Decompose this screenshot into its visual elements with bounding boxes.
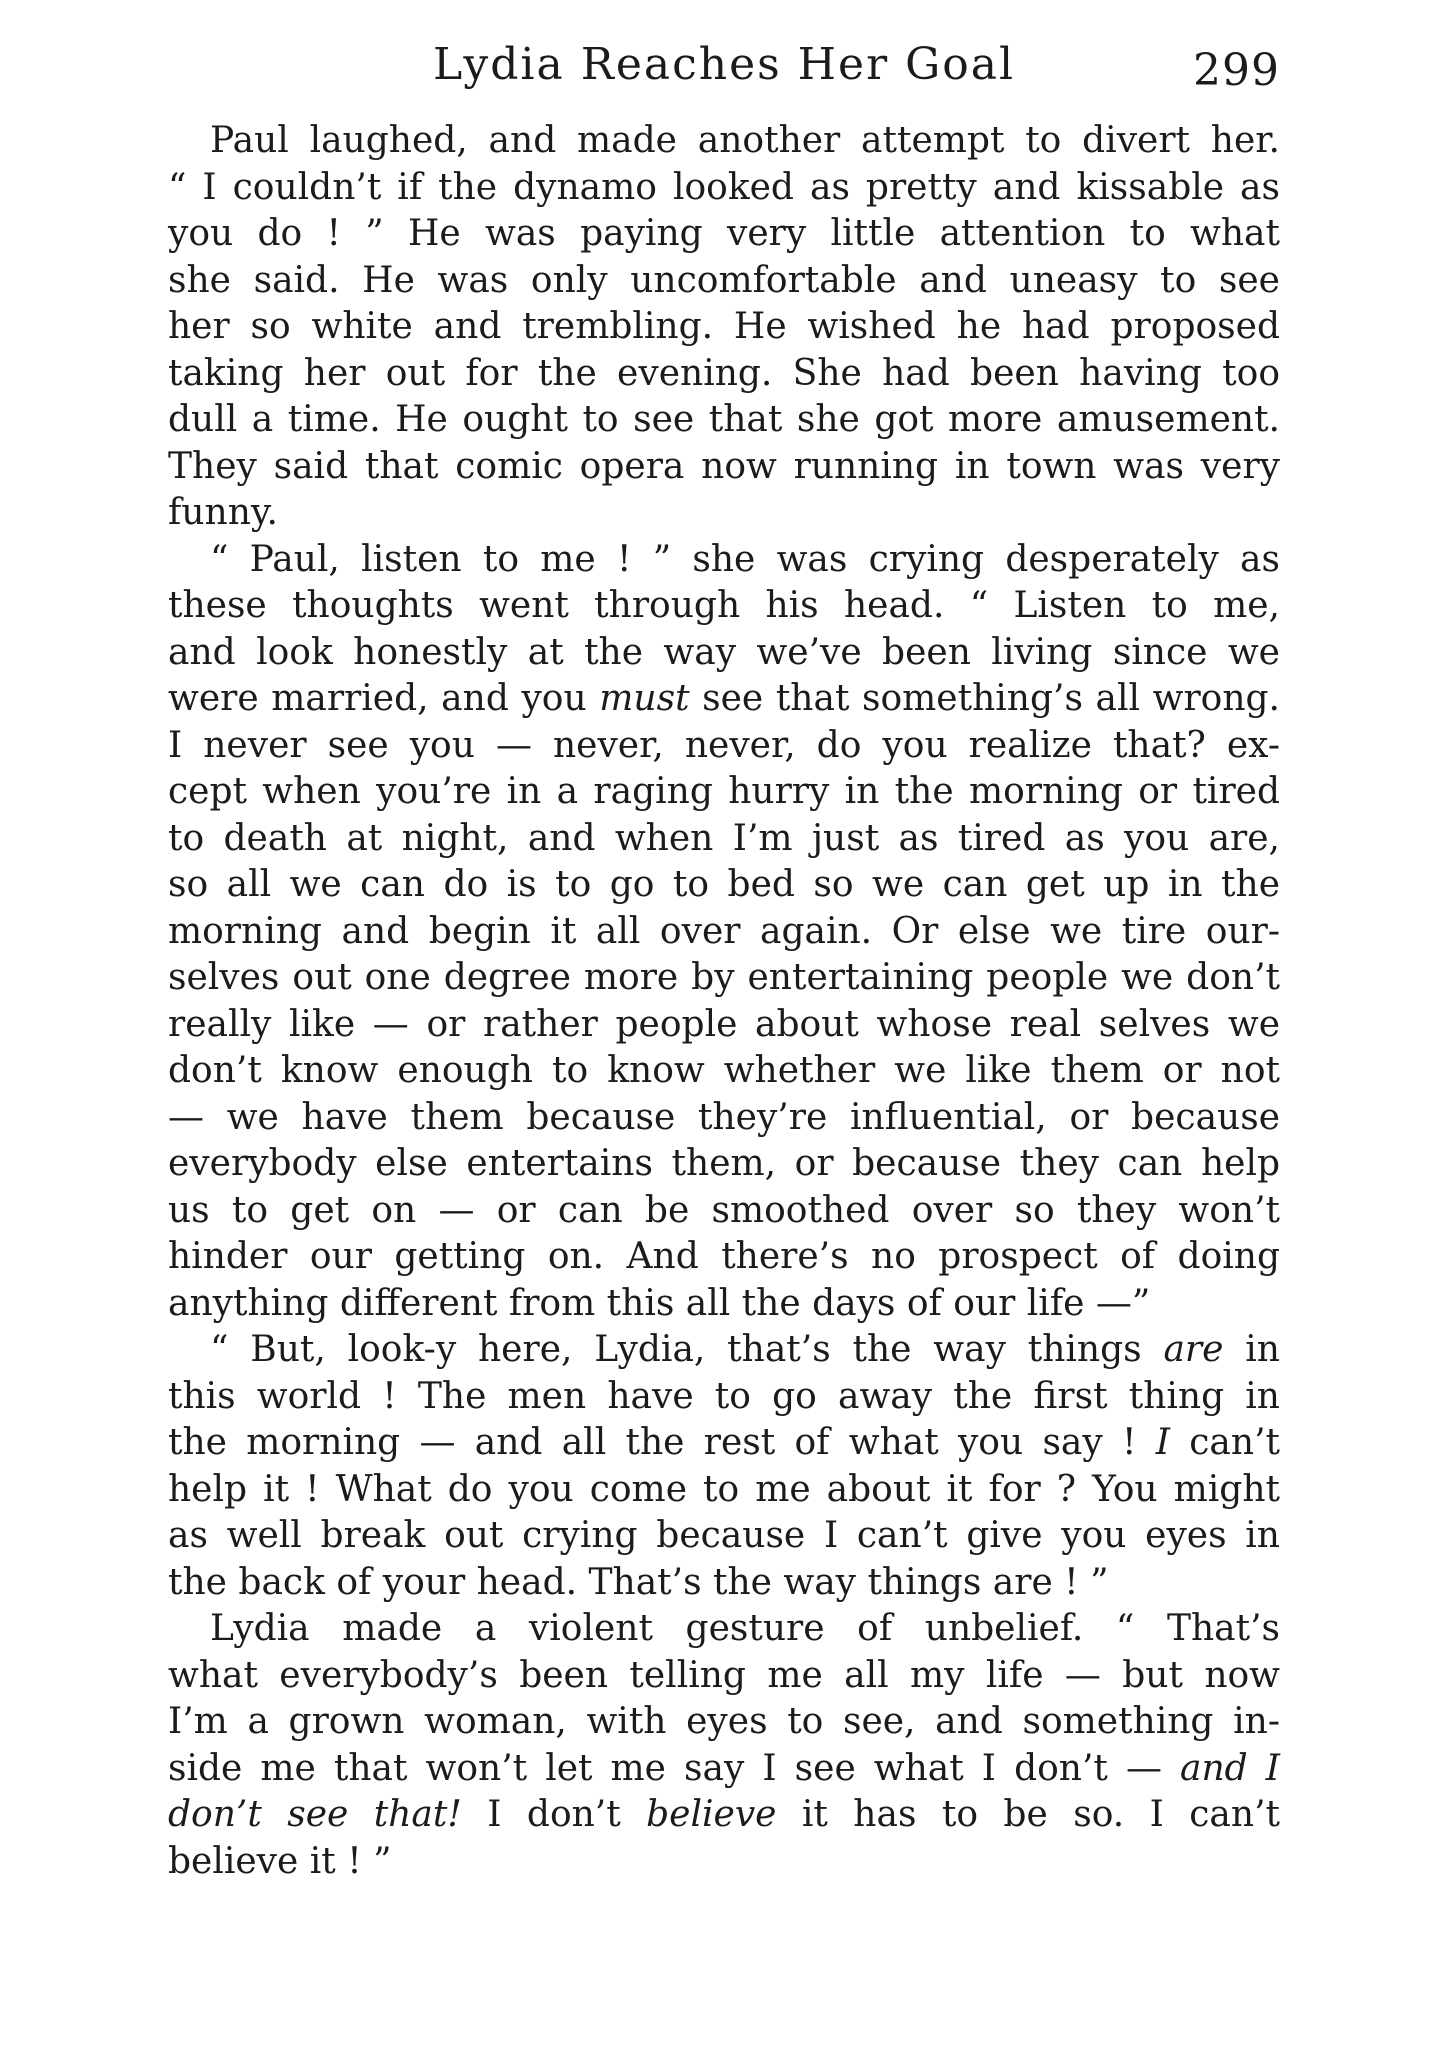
text-span: the morning — and all the rest of what you say ! — [168, 1422, 1156, 1463]
text-line: They said that comic opera now running in town was very — [168, 445, 1280, 487]
italic-text: are — [1163, 1329, 1224, 1370]
text-line: taking her out for the evening. She had been having too — [168, 352, 1280, 394]
italic-text: believe — [646, 1794, 777, 1835]
text-line: the back of your head. That’s the way things are ! ” — [168, 1561, 1109, 1603]
text-line: “ I couldn’t if the dynamo looked as pretty and kissable as — [168, 166, 1280, 208]
text-line: cept when you’re in a raging hurry in the morning or tired — [168, 771, 1280, 812]
text-line: her so white and trembling. He wished he had proposed — [168, 306, 1280, 347]
text-line: funny. — [168, 492, 278, 533]
text-line: don’t know enough to know whether we like them or not — [168, 1050, 1280, 1091]
text-line: to death at night, and when I’m just as tired as you are, — [168, 817, 1280, 859]
italic-text: must — [599, 678, 690, 719]
text-line: and look honestly at the way we’ve been living since we — [168, 631, 1280, 673]
text-line: anything different from this all the days of our life —” — [168, 1282, 1151, 1324]
text-line: “ Paul, listen to me ! ” she was crying desperately as — [210, 538, 1280, 580]
text-line: you do ! ” He was paying very little attention to what — [168, 213, 1280, 254]
text-span: see that something’s all wrong. — [689, 678, 1281, 719]
text-line: dull a time. He ought to see that she got more amusement. — [168, 399, 1280, 440]
page-header — [168, 30, 1280, 100]
text-line: really like — or rather people about whose real selves we — [168, 1003, 1280, 1045]
text-span: in — [1223, 1329, 1280, 1370]
text-line: so all we can do is to go to bed so we can get up in the — [168, 864, 1280, 905]
text-span: “ But, look-y here, Lydia, that’s the way things — [210, 1329, 1164, 1370]
text-line: morning and begin it all over again. Or else we tire our- — [168, 910, 1280, 952]
running-title: Lydia Reaches Her Goal — [432, 39, 1016, 90]
text-span: side me that won’t let me say I see what I don’t — — [168, 1747, 1181, 1789]
text-line — [168, 1420, 1280, 1467]
text-span: it has to be so. I can’t — [776, 1794, 1280, 1835]
text-line: Paul laughed, and made another attempt to divert her. — [210, 120, 1280, 161]
text-span: can’t — [1169, 1422, 1280, 1463]
text-line — [168, 1792, 1280, 1839]
text-line: — we have them because they’re influential, or because — [168, 1096, 1280, 1138]
text-line: I never see you — never, never, do you realize that? ex- — [168, 724, 1280, 766]
text-line: what everybody’s been telling me all my life — but now — [168, 1654, 1280, 1696]
text-line: hinder our getting on. And there’s no prospect of doing — [168, 1236, 1280, 1277]
text-line: believe it ! ” — [168, 1840, 392, 1882]
text-line: Lydia made a violent gesture of unbelief. “ That’s — [210, 1608, 1280, 1649]
text-line: everybody else entertains them, or because they can help — [168, 1143, 1280, 1184]
body-text — [168, 118, 1280, 1885]
italic-text: don’t see that! — [168, 1794, 462, 1835]
italic-text: and I — [1180, 1747, 1281, 1789]
text-span: I don’t — [461, 1794, 647, 1835]
text-line: help it ! What do you come to me about it for ? You might — [168, 1468, 1280, 1510]
text-line — [168, 1746, 1280, 1793]
text-line: this world ! The men have to go away the first thing in — [168, 1375, 1280, 1417]
text-line — [168, 676, 1280, 723]
text-span: were married, and you — [168, 678, 600, 719]
text-line: I’m a grown woman, with eyes to see, and something in- — [168, 1701, 1280, 1742]
text-line — [168, 1327, 1280, 1374]
page-number: 299 — [1193, 45, 1280, 96]
text-line: she said. He was only uncomfortable and uneasy to see — [168, 259, 1280, 301]
text-line: these thoughts went through his head. “ Listen to me, — [168, 585, 1280, 626]
text-line: as well break out crying because I can’t give you eyes in — [168, 1515, 1280, 1556]
italic-text: I — [1155, 1422, 1170, 1463]
text-line: selves out one degree more by entertaining people we don’t — [168, 957, 1280, 998]
text-line: us to get on — or can be smoothed over so they won’t — [168, 1189, 1280, 1231]
